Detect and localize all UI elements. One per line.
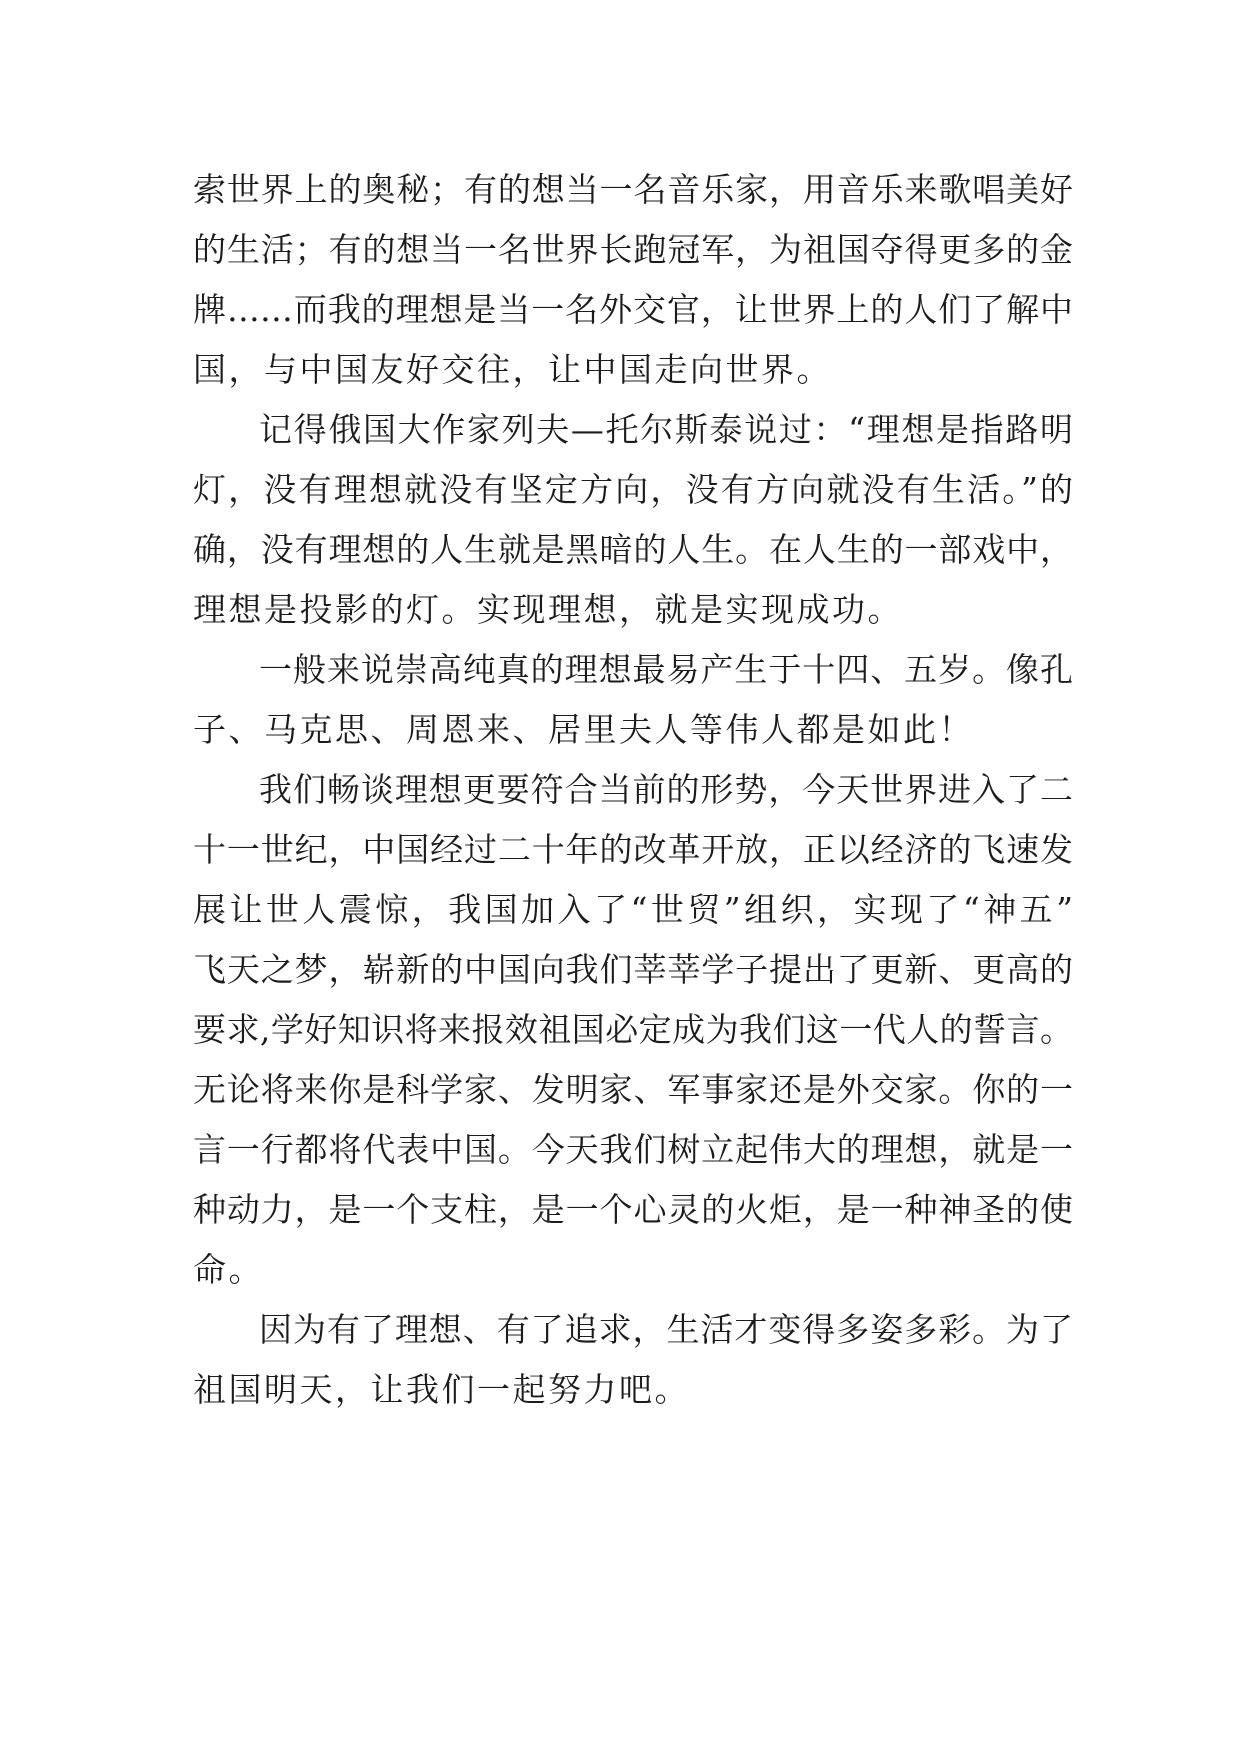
text-line: 命。 <box>193 1250 264 1289</box>
text-line: 索世界上的奥秘；有的想当一名音乐家，用音乐来歌唱美好 <box>193 170 1073 209</box>
text-line: 一般来说崇高纯真的理想最易产生于十四、五岁。像孔 <box>259 650 1073 689</box>
text-line: 确，没有理想的人生就是黑暗的人生。在人生的一部戏中， <box>193 530 1073 569</box>
text-line: 种动力，是一个支柱，是一个心灵的火炬，是一种神圣的使 <box>193 1190 1073 1229</box>
text-line: 要求,学好知识将来报效祖国必定成为我们这一代人的誓言。 <box>193 1010 1073 1049</box>
text-line: 牌……而我的理想是当一名外交官，让世界上的人们了解中 <box>193 290 1073 329</box>
text-line: 灯，没有理想就没有坚定方向，没有方向就没有生活。”的 <box>193 470 1073 509</box>
text-line: 的生活；有的想当一名世界长跑冠军，为祖国夺得更多的金 <box>193 230 1073 269</box>
text-line: 记得俄国大作家列夫—托尔斯泰说过：“理想是指路明 <box>259 410 1073 449</box>
text-line: 因为有了理想、有了追求，生活才变得多姿多彩。为了 <box>259 1310 1073 1349</box>
text-line: 理想是投影的灯。实现理想，就是实现成功。 <box>193 590 903 629</box>
text-line: 国，与中国友好交往，让中国走向世界。 <box>193 350 832 389</box>
text-line: 十一世纪，中国经过二十年的改革开放，正以经济的飞速发 <box>193 830 1073 869</box>
text-line: 言一行都将代表中国。今天我们树立起伟大的理想，就是一 <box>193 1130 1073 1169</box>
text-line: 飞天之梦，崭新的中国向我们莘莘学子提出了更新、更高的 <box>193 950 1073 989</box>
text-line: 我们畅谈理想更要符合当前的形势，今天世界进入了二 <box>259 770 1073 809</box>
text-line: 祖国明天，让我们一起努力吧。 <box>193 1370 690 1409</box>
essay-body <box>193 160 1073 1420</box>
text-line: 子、马克思、周恩来、居里夫人等伟人都是如此！ <box>193 710 974 749</box>
text-line: 无论将来你是科学家、发明家、军事家还是外交家。你的一 <box>193 1070 1073 1109</box>
text-line: 展让世人震惊，我国加入了“世贸”组织，实现了“神五” <box>193 890 1073 929</box>
